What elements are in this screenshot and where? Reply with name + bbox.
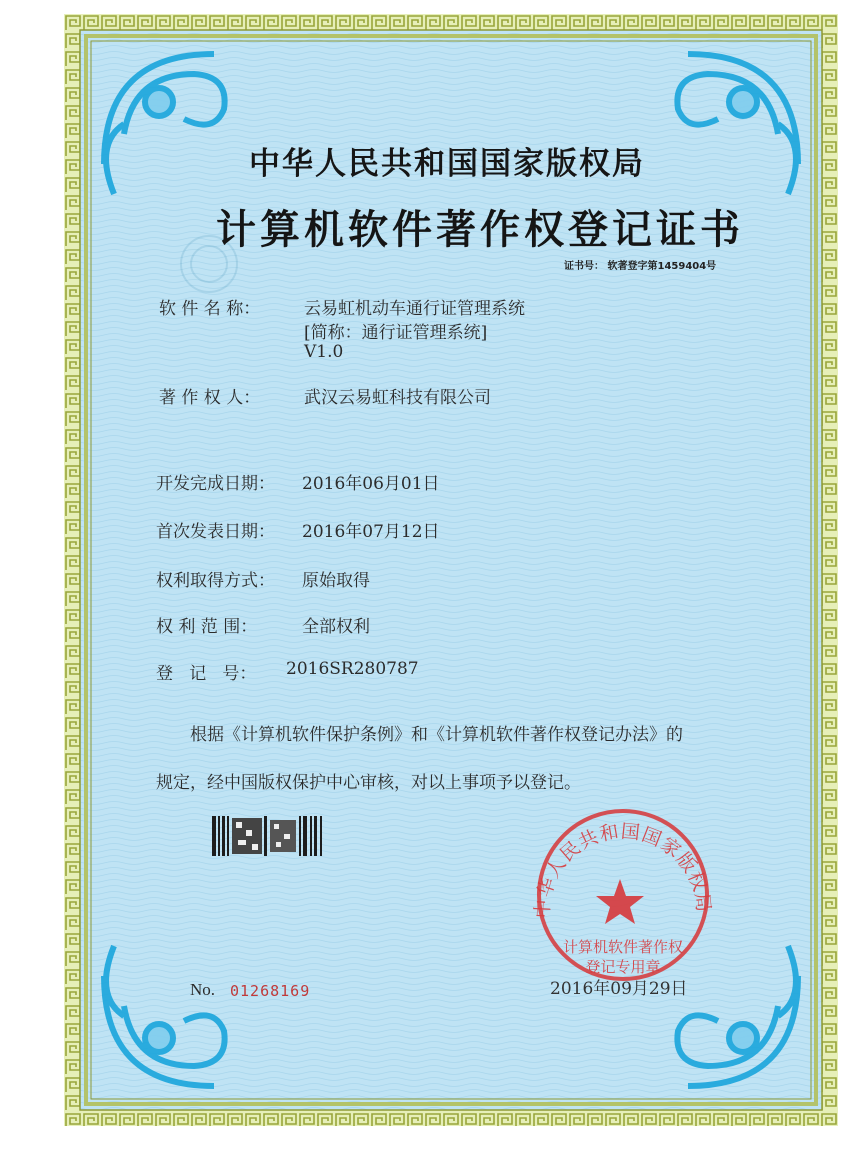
- software-version: V1.0: [304, 342, 344, 362]
- certificate-title: 计算机软件著作权登记证书: [216, 207, 744, 253]
- acquire-label: 权利取得方式：: [156, 571, 275, 591]
- rights-scope: 全部权利: [302, 617, 370, 637]
- issue-date: 2016年09月29日: [550, 979, 688, 999]
- serial-number: 01268169: [230, 982, 311, 1000]
- body-line-2: 规定，经中国版权保护中心审核，对以上事项予以登记。: [156, 773, 581, 793]
- certificate: [64, 14, 838, 1126]
- owner-label: 著 作 权 人：: [159, 388, 261, 408]
- certificate-number: 证书号： 软著登字第1459404号: [564, 261, 717, 272]
- dev-date-label: 开发完成日期：: [156, 474, 275, 494]
- dev-date: 2016年06月01日: [302, 474, 440, 494]
- scope-label: 权 利 范 围：: [156, 617, 258, 637]
- seal-ring-text: 中华人民共和国国家版权局: [531, 820, 715, 919]
- registration-number-label: 登 记 号：: [156, 664, 257, 684]
- software-name: 云易虹机动车通行证管理系统: [304, 299, 525, 319]
- acquire-method: 原始取得: [302, 571, 370, 591]
- owner: 武汉云易虹科技有限公司: [304, 388, 491, 408]
- software-name-label: 软 件 名 称：: [159, 299, 261, 319]
- seal-line-1: 计算机软件著作权: [562, 938, 684, 956]
- serial-label: No.: [190, 980, 216, 999]
- publish-date: 2016年07月12日: [302, 522, 440, 542]
- registration-number: 2016SR280787: [286, 659, 419, 679]
- software-short-name: [简称：通行证管理系统]: [304, 323, 488, 343]
- seal-line-2: 登记专用章: [585, 958, 661, 976]
- issuer-title: 中华人民共和国国家版权局: [249, 146, 645, 182]
- barcode: [212, 816, 322, 856]
- publish-date-label: 首次发表日期：: [156, 522, 275, 542]
- body-line-1: 根据《计算机软件保护条例》和《计算机软件著作权登记办法》的: [190, 725, 683, 745]
